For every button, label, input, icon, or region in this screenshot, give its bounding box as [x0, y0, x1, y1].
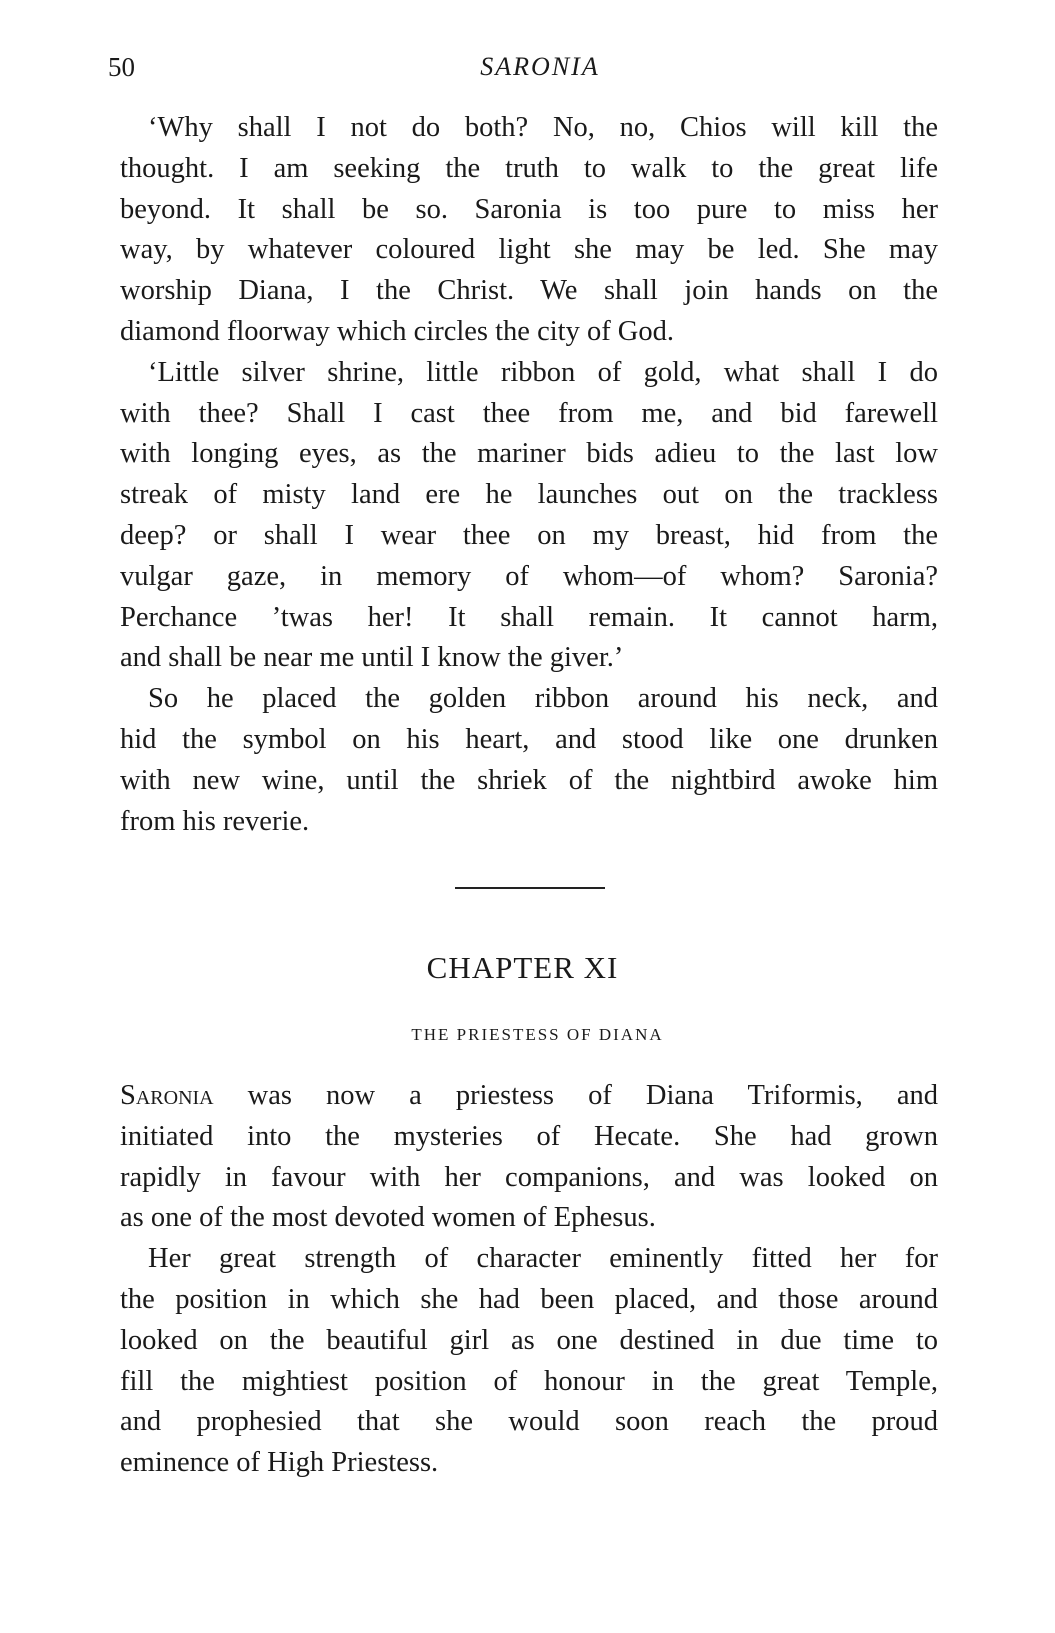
text-line: fill the mightiest position of honour in the great Temple,	[120, 1365, 938, 1397]
text-line: looked on the beautiful girl as one destined in due time to	[120, 1324, 938, 1356]
text-line: with longing eyes, as the mariner bids adieu to the last low	[120, 438, 938, 470]
running-title: SARONIA	[480, 52, 600, 81]
chapter-heading-text: CHAPTER XI	[426, 950, 619, 985]
text-line: with thee? Shall I cast thee from me, and bid farewell	[120, 397, 938, 429]
text-line: rapidly in favour with her companions, and was looked on	[120, 1161, 938, 1193]
text-line: vulgar gaze, in memory of whom—of whom? Saronia?	[120, 560, 938, 592]
text-line: deep? or shall I wear thee on my breast, hid from the	[120, 519, 938, 551]
text-line: Perchance ’twas her! It shall remain. It cannot harm,	[120, 601, 938, 633]
text-line: beyond. It shall be so. Saronia is too pure to miss her	[120, 193, 938, 225]
page-number: 50	[108, 52, 135, 82]
text-line: and prophesied that she would soon reach the proud	[120, 1406, 938, 1438]
text-line: initiated into the mysteries of Hecate. She had grown	[120, 1120, 938, 1152]
text-line: thought. I am seeking the truth to walk to the great life	[120, 152, 938, 184]
text-line: hid the symbol on his heart, and stood like one drunken	[120, 723, 938, 755]
text-line: eminence of High Priestess.	[120, 1447, 439, 1479]
section-1-text	[120, 108, 938, 842]
text-line: ‘Why shall I not do both? No, no, Chios will kill the	[148, 112, 938, 143]
paragraph	[120, 1239, 938, 1484]
chapter-heading	[0, 950, 1055, 986]
opening-word: Saronia	[120, 1080, 214, 1111]
text-line: Her great strength of character eminently fitted her for	[148, 1243, 938, 1275]
text-line: Saronia was now a priestess of Diana Triformis, and	[120, 1080, 938, 1111]
text-line: So he placed the golden ribbon around his neck, and	[148, 683, 938, 715]
paragraph	[120, 353, 938, 679]
text-line: the position in which she had been placed, and those around	[120, 1283, 938, 1315]
paragraph	[120, 679, 938, 842]
paragraph	[120, 108, 938, 353]
text-line: and shall be near me until I know the giver.’	[120, 642, 624, 674]
text-line: ‘Little silver shrine, little ribbon of gold, what shall I do	[148, 356, 938, 388]
chapter-title: THE PRIESTESS OF DIANA	[411, 1025, 664, 1044]
text-line: as one of the most devoted women of Ephesus.	[120, 1202, 656, 1234]
section-divider	[455, 887, 605, 889]
text-line: diamond floorway which circles the city of God.	[120, 315, 675, 347]
text-line: worship Diana, I the Christ. We shall join hands on the	[120, 275, 938, 307]
paragraph	[120, 1076, 938, 1239]
text-line: from his reverie.	[120, 805, 310, 837]
text-line: with new wine, until the shriek of the nightbird awoke him	[120, 764, 938, 796]
text-line: way, by whatever coloured light she may be led. She may	[120, 234, 938, 266]
section-2-text	[120, 1076, 938, 1484]
text-line: streak of misty land ere he launches out on the trackless	[120, 479, 938, 511]
